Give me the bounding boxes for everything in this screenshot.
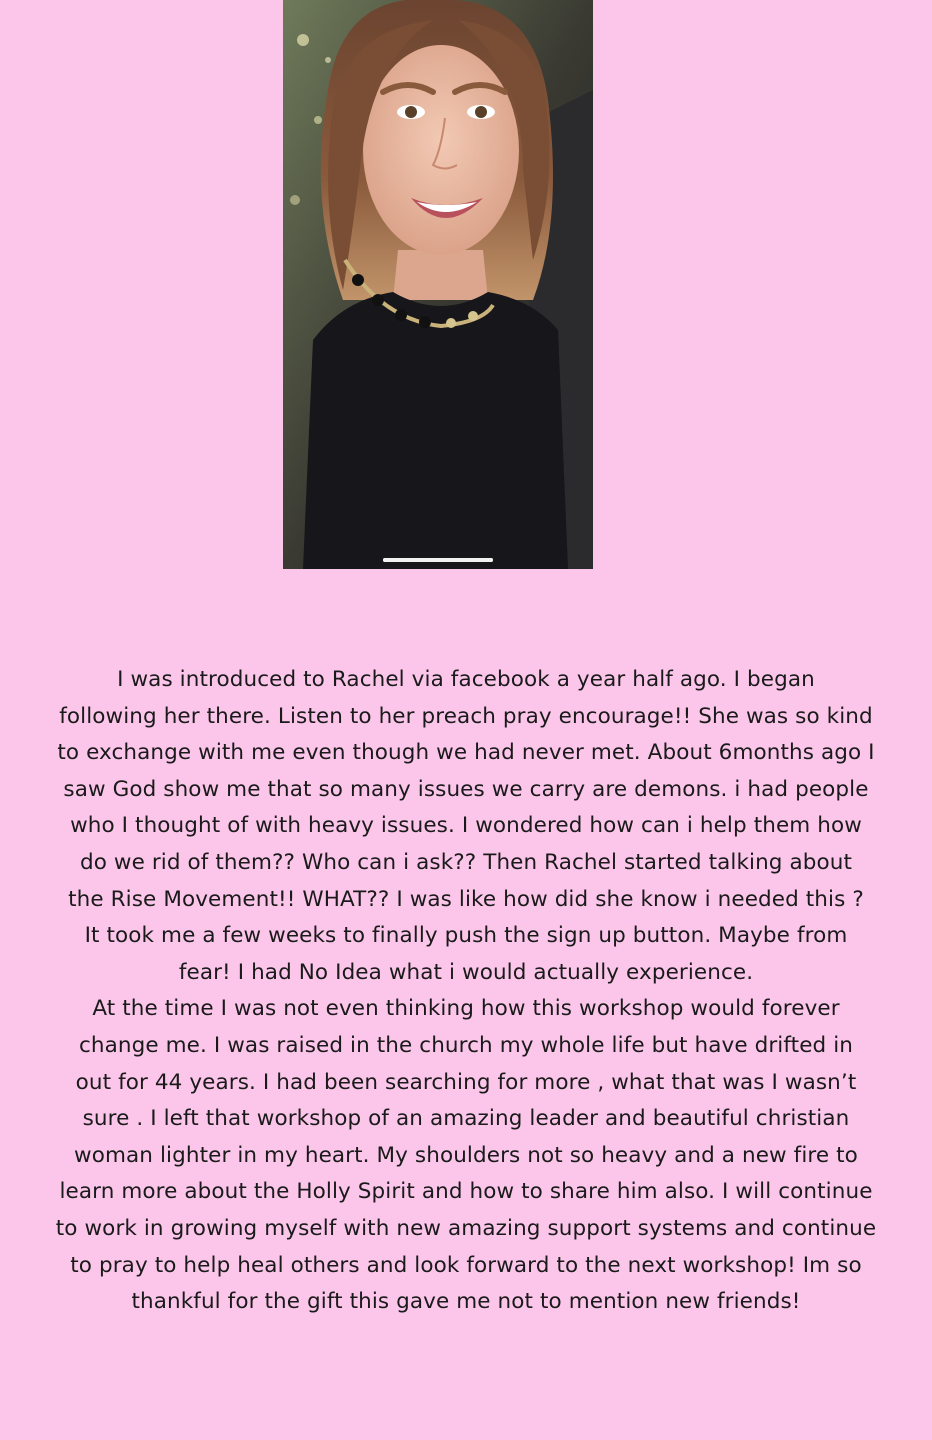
testimonial-line: learn more about the Holly Spirit and how to share him also. I will continue — [59, 1179, 873, 1205]
testimonial-line: sure . I left that workshop of an amazing leader and beautiful christian — [82, 1106, 850, 1132]
testimonial-line: to exchange with me even though we had never met. About 6months ago I — [57, 740, 875, 766]
testimonial-line: change me. I was raised in the church my whole life but have drifted in — [78, 1032, 854, 1058]
testimonial-line: fear! I had No Idea what i would actually experience. — [178, 959, 754, 985]
testimonial-line: It took me a few weeks to finally push the sign up button. Maybe from — [84, 923, 848, 949]
testimonial-line: saw God show me that so many issues we carry are demons. i had people — [63, 776, 869, 802]
testimonial-line: to pray to help heal others and look forward to the next workshop! Im so — [70, 1252, 862, 1278]
testimonial-line: following her there. Listen to her preach pray encourage!! She was so kind — [59, 703, 873, 729]
home-indicator-bar — [383, 558, 493, 562]
testimonial-line: woman lighter in my heart. My shoulders not so heavy and a new fire to — [74, 1142, 858, 1168]
testimonial-paragraph-2 — [22, 991, 910, 1320]
testimonial-text — [22, 662, 910, 1321]
portrait-image — [283, 0, 593, 569]
testimonial-paragraph-1 — [22, 662, 910, 991]
testimonial-line: At the time I was not even thinking how this workshop would forever — [92, 996, 840, 1022]
testimonial-line: I was introduced to Rachel via facebook a year half ago. I began — [117, 667, 815, 692]
testimonial-line: who I thought of with heavy issues. I wondered how can i help them how — [70, 813, 862, 839]
testimonial-line: to work in growing myself with new amazing support systems and continue — [55, 1215, 877, 1241]
testimonial-line: do we rid of them?? Who can i ask?? Then Rachel started talking about — [79, 849, 853, 875]
testimonial-line: out for 44 years. I had been searching for more , what that was I wasn’t — [75, 1069, 857, 1095]
portrait-photo — [283, 0, 593, 569]
testimonial-line: the Rise Movement!! WHAT?? I was like how did she know i needed this ? — [68, 886, 864, 912]
testimonial-line: thankful for the gift this gave me not to mention new friends! — [131, 1289, 801, 1315]
